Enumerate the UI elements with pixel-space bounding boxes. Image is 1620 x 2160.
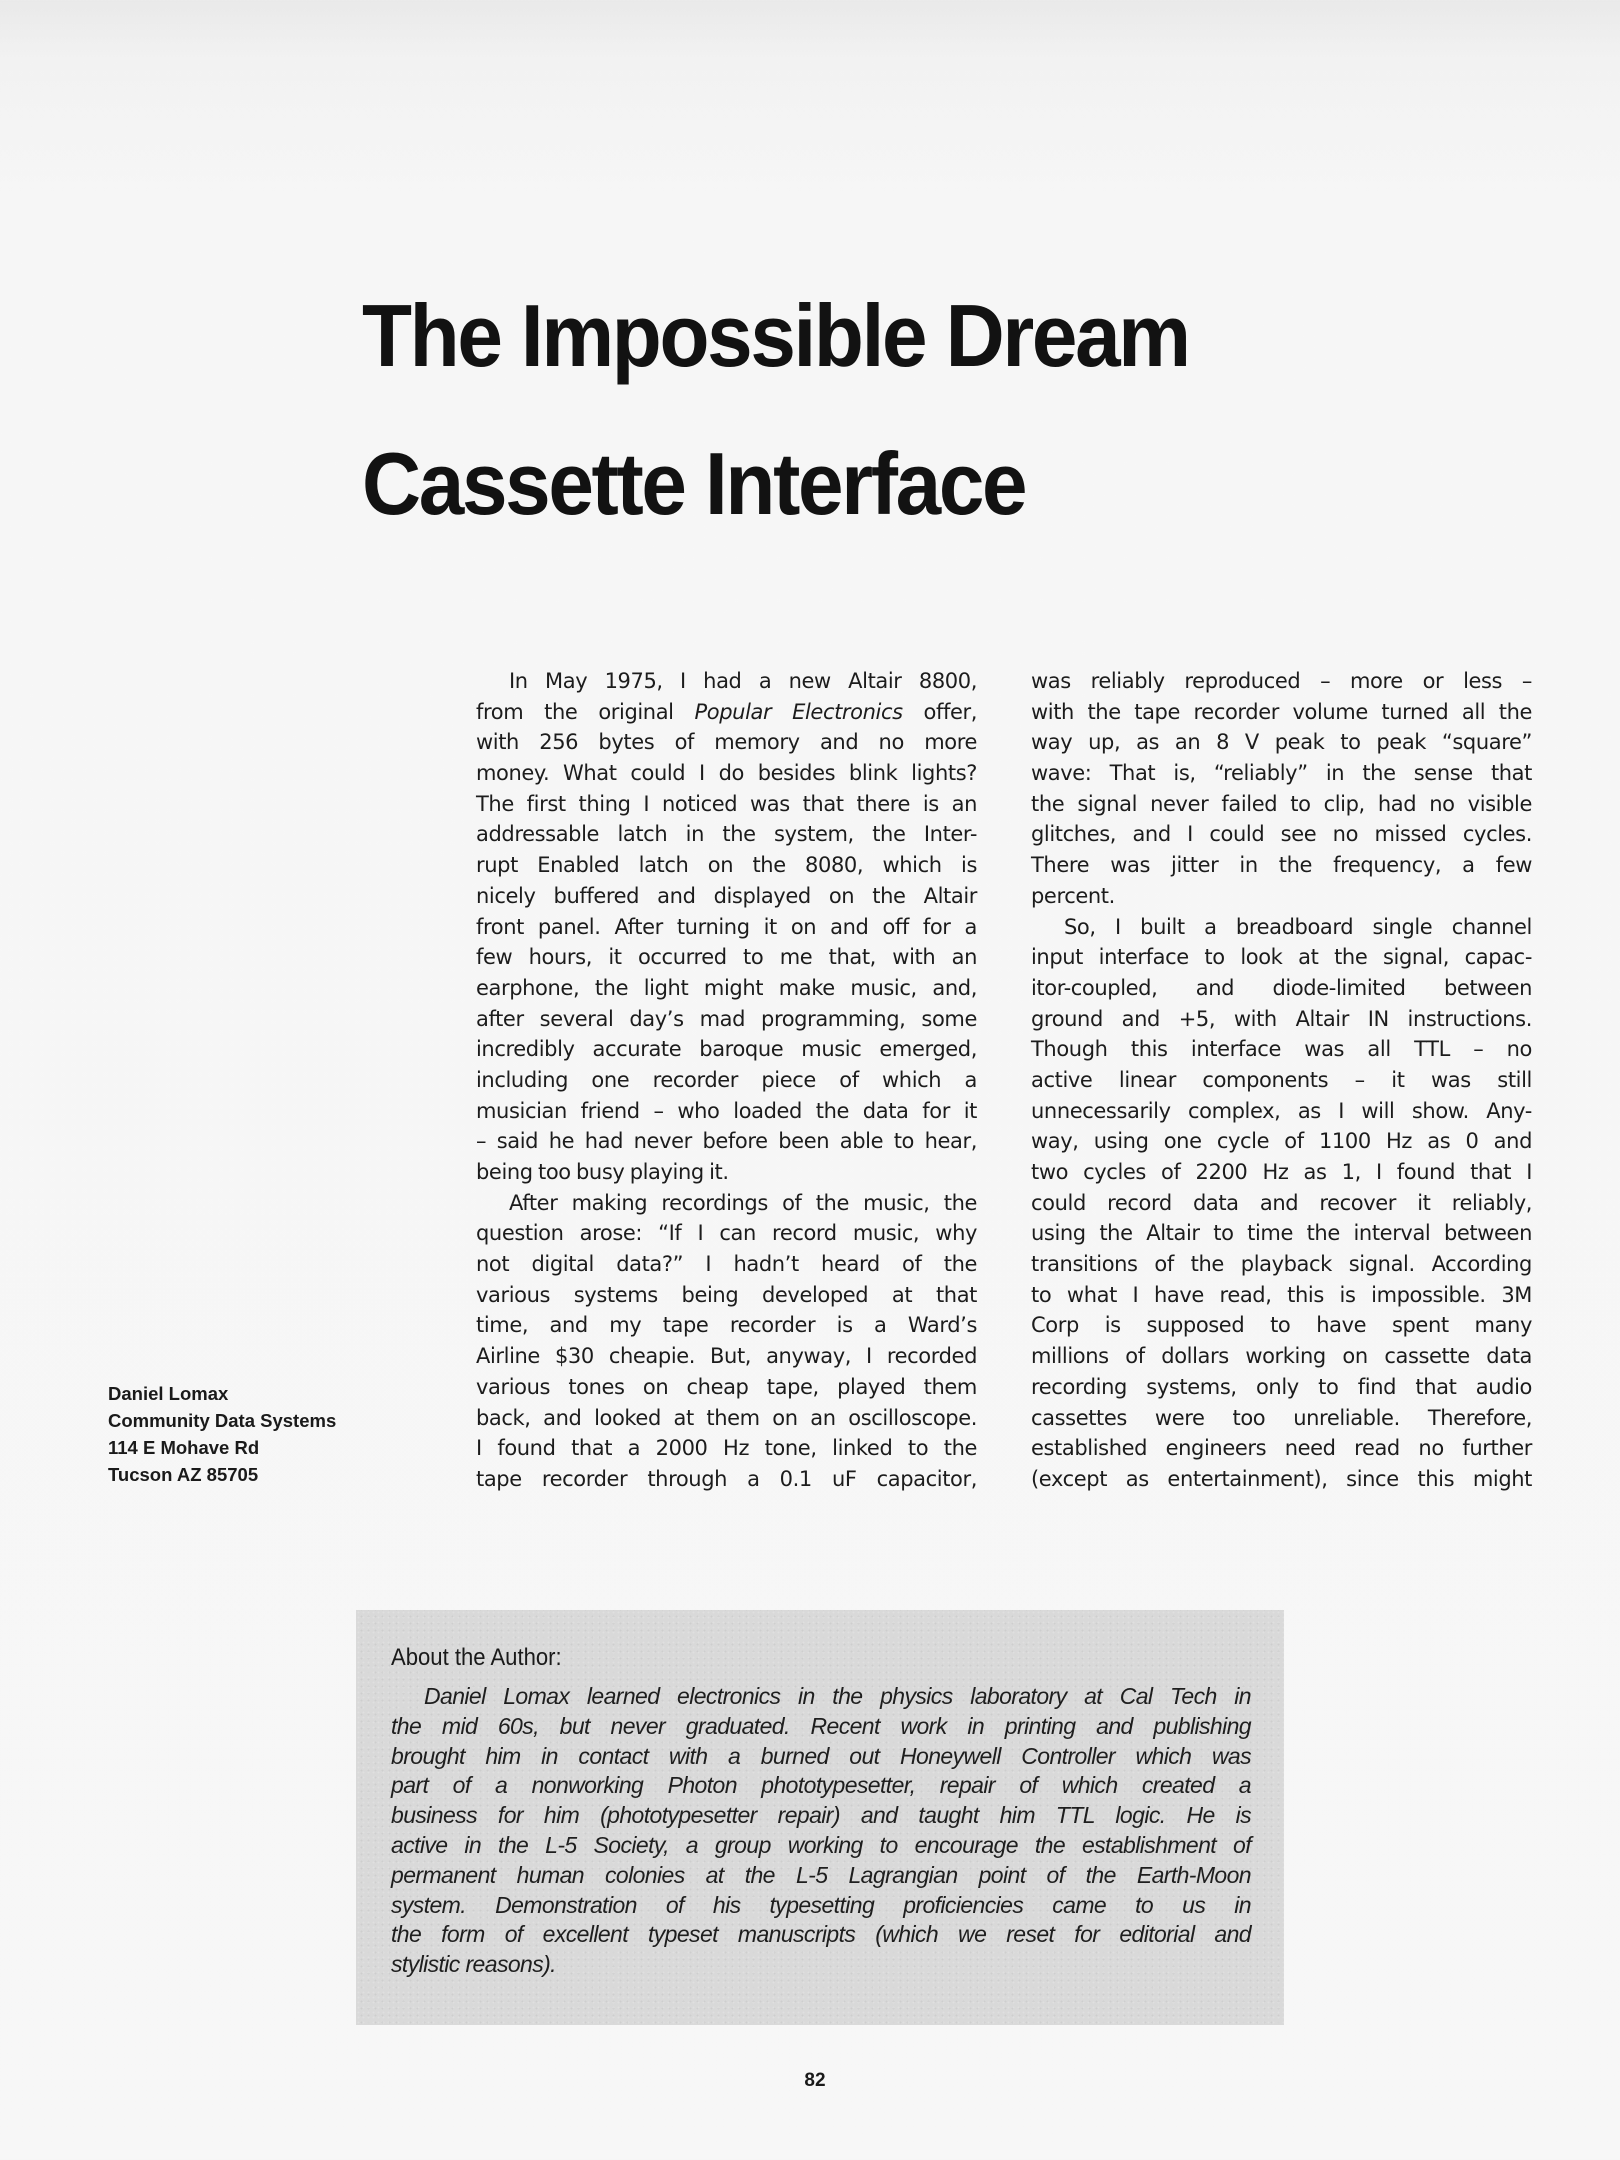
- text-line: way up, as an 8 V peak to peak “square”: [1031, 730, 1532, 755]
- text-line: various systems being developed at that: [476, 1282, 977, 1307]
- text-line: In May 1975, I had a new Altair 8800,: [509, 669, 977, 693]
- text-line: The first thing I noticed was that there is an: [476, 791, 977, 816]
- text-line: tape recorder through a 0.1 uF capacitor,: [476, 1466, 977, 1491]
- text-line: money. What could I do besides blink lights?: [476, 761, 977, 786]
- italic-title: Popular Electronics: [694, 699, 903, 724]
- text-line: not digital data?” I hadn’t heard of the: [476, 1252, 977, 1277]
- text-line: glitches, and I could see no missed cycles.: [1031, 822, 1532, 847]
- text-line: transitions of the playback signal. According: [1031, 1252, 1532, 1277]
- text-line: musician friend – who loaded the data for it: [476, 1098, 977, 1123]
- text-line: Airline $30 cheapie. But, anyway, I recorded: [476, 1344, 977, 1369]
- text-line: active linear components – it was still: [1031, 1067, 1532, 1092]
- text-line: established engineers need read no further: [1031, 1436, 1532, 1461]
- body-column-2: [1031, 666, 1532, 1495]
- text-line: cassettes were too unreliable. Therefore,: [1031, 1405, 1532, 1430]
- author-street: 114 E Mohave Rd: [108, 1437, 260, 1458]
- text-line: using the Altair to time the interval between: [1031, 1221, 1532, 1246]
- title-line-2: Cassette Interface: [362, 434, 1026, 533]
- about-text-line: permanent human colonies at the L-5 Lagrangian point of the Earth-Moon: [391, 1861, 1251, 1888]
- text-line: the signal never failed to clip, had no visible: [1031, 791, 1532, 816]
- text-line: including one recorder piece of which a: [476, 1067, 977, 1092]
- text-line: – said he had never before been able to hear,: [476, 1129, 977, 1154]
- text-line: two cycles of 2200 Hz as 1, I found that I: [1031, 1160, 1532, 1184]
- about-text-line: brought him in contact with a burned out Honeywell Controller which was: [391, 1742, 1251, 1769]
- text-line: few hours, it occurred to me that, with an: [476, 945, 977, 970]
- text-line: nicely buffered and displayed on the Altair: [476, 883, 977, 908]
- text-line: after several day’s mad programming, some: [476, 1006, 977, 1031]
- text-line: rupt Enabled latch on the 8080, which is: [476, 853, 977, 878]
- text-line: So, I built a breadboard single channel: [1064, 914, 1532, 939]
- text-line: back, and looked at them on an oscilloscope.: [476, 1405, 977, 1430]
- text-line: time, and my tape recorder is a Ward’s: [476, 1313, 977, 1338]
- about-text-line: Daniel Lomax learned electronics in the physics laboratory at Cal Tech in: [424, 1683, 1251, 1709]
- page-number: 82: [804, 2070, 826, 2091]
- text-line: front panel. After turning it on and off for a: [476, 914, 977, 939]
- about-author-heading: About the Author:: [391, 1644, 562, 1671]
- text-line: wave: That is, “reliably” in the sense that: [1031, 761, 1532, 786]
- about-text-line: active in the L-5 Society, a group working to encourage the establishment of: [391, 1831, 1251, 1858]
- text-line: recording systems, only to find that audio: [1031, 1374, 1532, 1399]
- text-line: After making recordings of the music, the: [509, 1190, 977, 1215]
- about-text-line: system. Demonstration of his typesetting proficiencies came to us in: [391, 1891, 1251, 1918]
- author-address: [108, 1380, 336, 1488]
- text-line: from the original Popular Electronics offer,: [476, 699, 978, 724]
- text-line: addressable latch in the system, the Inter-: [476, 822, 977, 847]
- page-title: [362, 262, 1462, 558]
- text-line: could record data and recover it reliably,: [1031, 1190, 1532, 1215]
- text-line: question arose: “If I can record music, why: [476, 1221, 977, 1246]
- text-line: (except as entertainment), since this might: [1031, 1466, 1532, 1491]
- author-name: Daniel Lomax: [108, 1383, 229, 1404]
- text-line: There was jitter in the frequency, a few: [1031, 853, 1532, 878]
- text-line: being too busy playing it.: [476, 1160, 729, 1184]
- text-line: various tones on cheap tape, played them: [476, 1374, 977, 1399]
- about-text-line: business for him (phototypesetter repair) and taught him TTL logic. He is: [391, 1802, 1251, 1829]
- text-line: itor-coupled, and diode-limited between: [1031, 975, 1532, 1000]
- text-line: earphone, the light might make music, and,: [476, 975, 977, 1000]
- about-author-body: [391, 1682, 1251, 1980]
- about-author-box: [356, 1610, 1284, 2025]
- text-line: Corp is supposed to have spent many: [1031, 1313, 1532, 1338]
- text-line: percent.: [1031, 883, 1115, 908]
- text-line: way, using one cycle of 1100 Hz as 0 and: [1031, 1129, 1532, 1154]
- text-line: unnecessarily complex, as I will show. Any-: [1031, 1098, 1532, 1123]
- about-text-line: part of a nonworking Photon phototypesetter, repair of which created a: [391, 1772, 1251, 1799]
- text-line: ground and +5, with Altair IN instructions.: [1031, 1006, 1532, 1031]
- title-line-1: The Impossible Dream: [362, 286, 1189, 385]
- author-city: Tucson AZ 85705: [108, 1464, 259, 1485]
- text-line: with 256 bytes of memory and no more: [476, 730, 977, 755]
- text-line: with the tape recorder volume turned all the: [1031, 699, 1532, 724]
- about-text-line: stylistic reasons).: [391, 1951, 556, 1978]
- body-column-1: [476, 666, 977, 1495]
- about-text-line: the form of excellent typeset manuscripts (which we reset for editorial and: [391, 1921, 1251, 1948]
- text-line: input interface to look at the signal, capac-: [1031, 945, 1532, 970]
- text-line: millions of dollars working on cassette data: [1031, 1344, 1532, 1369]
- text-line: incredibly accurate baroque music emerged,: [476, 1037, 977, 1062]
- text-line: Though this interface was all TTL – no: [1031, 1037, 1532, 1062]
- about-text-line: the mid 60s, but never graduated. Recent work in printing and publishing: [391, 1712, 1251, 1739]
- text-line: I found that a 2000 Hz tone, linked to the: [476, 1436, 977, 1461]
- text-line: was reliably reproduced – more or less –: [1031, 669, 1532, 693]
- author-organization: Community Data Systems: [108, 1410, 337, 1431]
- text-line: to what I have read, this is impossible. 3M: [1031, 1282, 1532, 1307]
